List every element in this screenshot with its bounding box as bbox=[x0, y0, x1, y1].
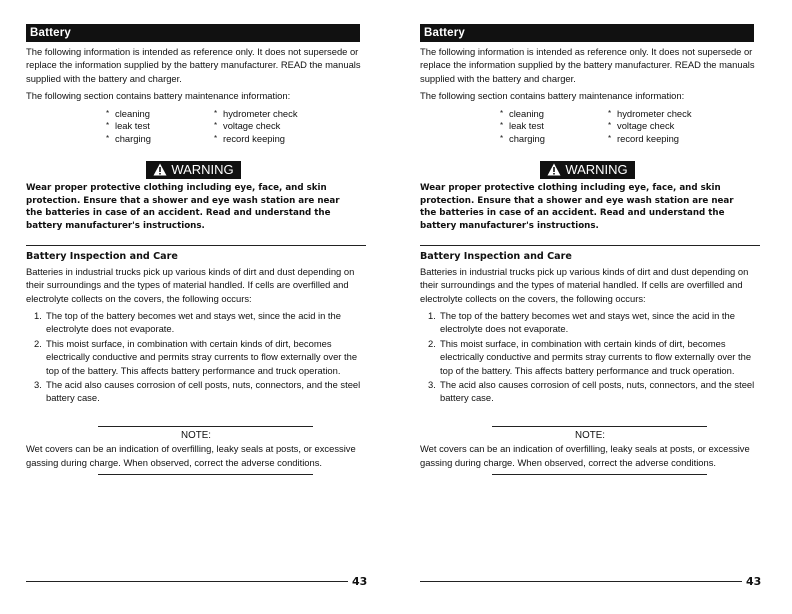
maintenance-item: * voltage check bbox=[608, 120, 692, 132]
maintenance-list-col2 bbox=[214, 108, 298, 145]
footer-rule bbox=[26, 581, 348, 582]
maintenance-intro: The following section contains battery maintenance information: bbox=[420, 90, 685, 101]
intro-text: The following information is intended as reference only. It does not supersede or replace the information supplied by the battery manufacturer. READ the manuals supplied with the battery and charger. bbox=[420, 46, 755, 84]
warning-triangle-icon bbox=[153, 163, 167, 176]
note-text: Wet covers can be an indication of overfilling, leaky seals at posts, or excessive gassing during charge. When observed, correct the adverse conditions. bbox=[420, 443, 750, 468]
maintenance-item: * cleaning bbox=[500, 108, 545, 120]
note-text: Wet covers can be an indication of overfilling, leaky seals at posts, or excessive gassing during charge. When observed, correct the adverse conditions. bbox=[26, 443, 356, 468]
maintenance-list-col1 bbox=[106, 108, 151, 145]
warning-text: Wear proper protective clothing including eye, face, and skin protection. Ensure that a shower and eye wash station are near the batteries in case of an accident. Read and understand the battery manufacturer's instructions. bbox=[26, 183, 340, 231]
note-divider-top bbox=[98, 426, 313, 427]
left-page bbox=[26, 0, 366, 614]
right-page bbox=[420, 0, 760, 614]
maintenance-item: * charging bbox=[500, 133, 545, 145]
maintenance-item: * hydrometer check bbox=[214, 108, 298, 120]
maintenance-list-col1 bbox=[500, 108, 545, 145]
warning-triangle-icon bbox=[547, 163, 561, 176]
maintenance-item: * leak test bbox=[106, 120, 151, 132]
maintenance-item: * hydrometer check bbox=[608, 108, 692, 120]
warning-label: WARNING bbox=[565, 162, 628, 177]
inspection-heading: Battery Inspection and Care bbox=[420, 251, 572, 262]
note-divider-bottom bbox=[98, 474, 313, 475]
section-title: Battery bbox=[26, 24, 360, 42]
warning-box bbox=[540, 161, 635, 179]
maintenance-item: * record keeping bbox=[214, 133, 298, 145]
warning-text: Wear proper protective clothing including eye, face, and skin protection. Ensure that a shower and eye wash station are near the batteries in case of an accident. Read and understand the battery manufacturer's instructions. bbox=[420, 183, 734, 231]
list-item: 1. The top of the battery becomes wet and stays wet, since the acid in the electrolyte does not evaporate. bbox=[34, 310, 341, 335]
inspection-text: Batteries in industrial trucks pick up various kinds of dirt and dust depending on their surroundings and the types of material handled. If cells are overfilled and electrolyte collects on the covers, the following occurs: bbox=[26, 266, 355, 304]
page-number: 43 bbox=[746, 575, 762, 588]
maintenance-intro: The following section contains battery maintenance information: bbox=[26, 90, 291, 101]
note-divider-top bbox=[492, 426, 707, 427]
note-divider-bottom bbox=[492, 474, 707, 475]
inspection-text: Batteries in industrial trucks pick up various kinds of dirt and dust depending on their surroundings and the types of material handled. If cells are overfilled and electrolyte collects on the covers, the following occurs: bbox=[420, 266, 749, 304]
warning-box bbox=[146, 161, 241, 179]
maintenance-item: * record keeping bbox=[608, 133, 692, 145]
numbered-list bbox=[420, 309, 756, 406]
list-item: 2. This moist surface, in combination with certain kinds of dirt, becomes electrically conductive and permits stray currents to flow externally over the top of the battery. This affects battery performance and truck operation. bbox=[428, 337, 752, 376]
inspection-heading: Battery Inspection and Care bbox=[26, 251, 178, 262]
footer-rule bbox=[420, 581, 742, 582]
divider bbox=[420, 245, 760, 246]
note-title: NOTE: bbox=[575, 430, 605, 441]
list-item: 1. The top of the battery becomes wet and stays wet, since the acid in the electrolyte does not evaporate. bbox=[428, 310, 735, 335]
list-item: 3. The acid also causes corrosion of cell posts, nuts, connectors, and the steel battery case. bbox=[34, 379, 361, 404]
maintenance-list-col2 bbox=[608, 108, 692, 145]
maintenance-item: * voltage check bbox=[214, 120, 298, 132]
list-item: 3. The acid also causes corrosion of cell posts, nuts, connectors, and the steel battery case. bbox=[428, 379, 755, 404]
maintenance-item: * cleaning bbox=[106, 108, 151, 120]
maintenance-item: * charging bbox=[106, 133, 151, 145]
section-title: Battery bbox=[420, 24, 754, 42]
warning-label: WARNING bbox=[171, 162, 234, 177]
numbered-list bbox=[26, 309, 362, 406]
list-item: 2. This moist surface, in combination with certain kinds of dirt, becomes electrically conductive and permits stray currents to flow externally over the top of the battery. This affects battery performance and truck operation. bbox=[34, 337, 358, 376]
divider bbox=[26, 245, 366, 246]
page-number: 43 bbox=[352, 575, 368, 588]
maintenance-item: * leak test bbox=[500, 120, 545, 132]
note-title: NOTE: bbox=[181, 430, 211, 441]
intro-text: The following information is intended as reference only. It does not supersede or replace the information supplied by the battery manufacturer. READ the manuals supplied with the battery and charger. bbox=[26, 46, 361, 84]
